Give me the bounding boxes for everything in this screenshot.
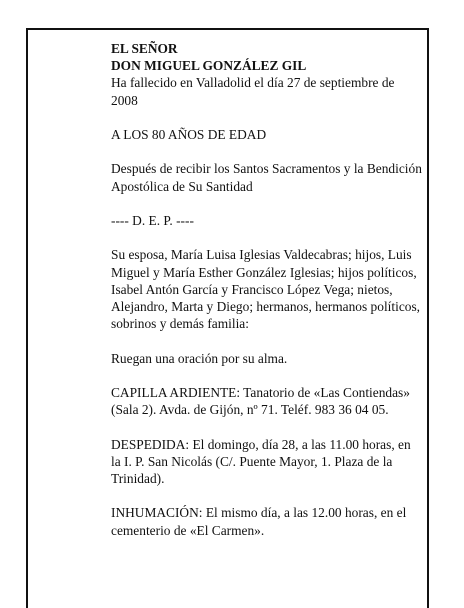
capilla-ardiente [111,384,423,418]
capilla-text: Tanatorio de «Las Contiendas» (Sala 2). Avda. de Gijón, nº 71. Teléf. 983 36 04 05. [111,384,410,418]
despedida-label: DESPEDIDA: [111,436,190,452]
dep-line: ---- D. E. P. ---- [111,212,194,228]
family-text: Su esposa, María Luisa Iglesias Valdecabras; hijos, Luis Miguel y María Esther González Iglesias; hijos políticos, Isabel Antón García y Francisco López Vega; nietos, Alejandro, Marta y Diego; hermanos, hermanos políticos, sobrinos y demás familia: [111,247,421,332]
inhumacion-label: INHUMACIÓN: [111,505,203,521]
despedida-text: El domingo, día 28, a las 11.00 horas, en la I. P. San Nicolás (C/. Puente Mayor, 1. Plaza de la Trinidad). [111,436,411,486]
title-line-1: EL SEÑOR [111,41,178,56]
inhumacion-text: El mismo día, a las 12.00 horas, en el cementerio de «El Carmen». [111,505,407,538]
inhumacion [111,504,423,538]
age-line: A LOS 80 AÑOS DE EDAD [111,127,267,142]
title-line-2: DON MIGUEL GONZÁLEZ GIL [111,58,307,74]
prayer-text: Ruegan una oración por su alma. [111,350,288,366]
obituary-content [111,40,423,556]
capilla-label: CAPILLA ARDIENTE: [111,384,241,400]
despedida [111,436,423,488]
death-notice: Ha fallecido en Valladolid el día 27 de septiembre de 2008 [111,75,395,108]
sacraments-text: Después de recibir los Santos Sacramentos y la Bendición Apostólica de Su Santidad [111,161,422,194]
